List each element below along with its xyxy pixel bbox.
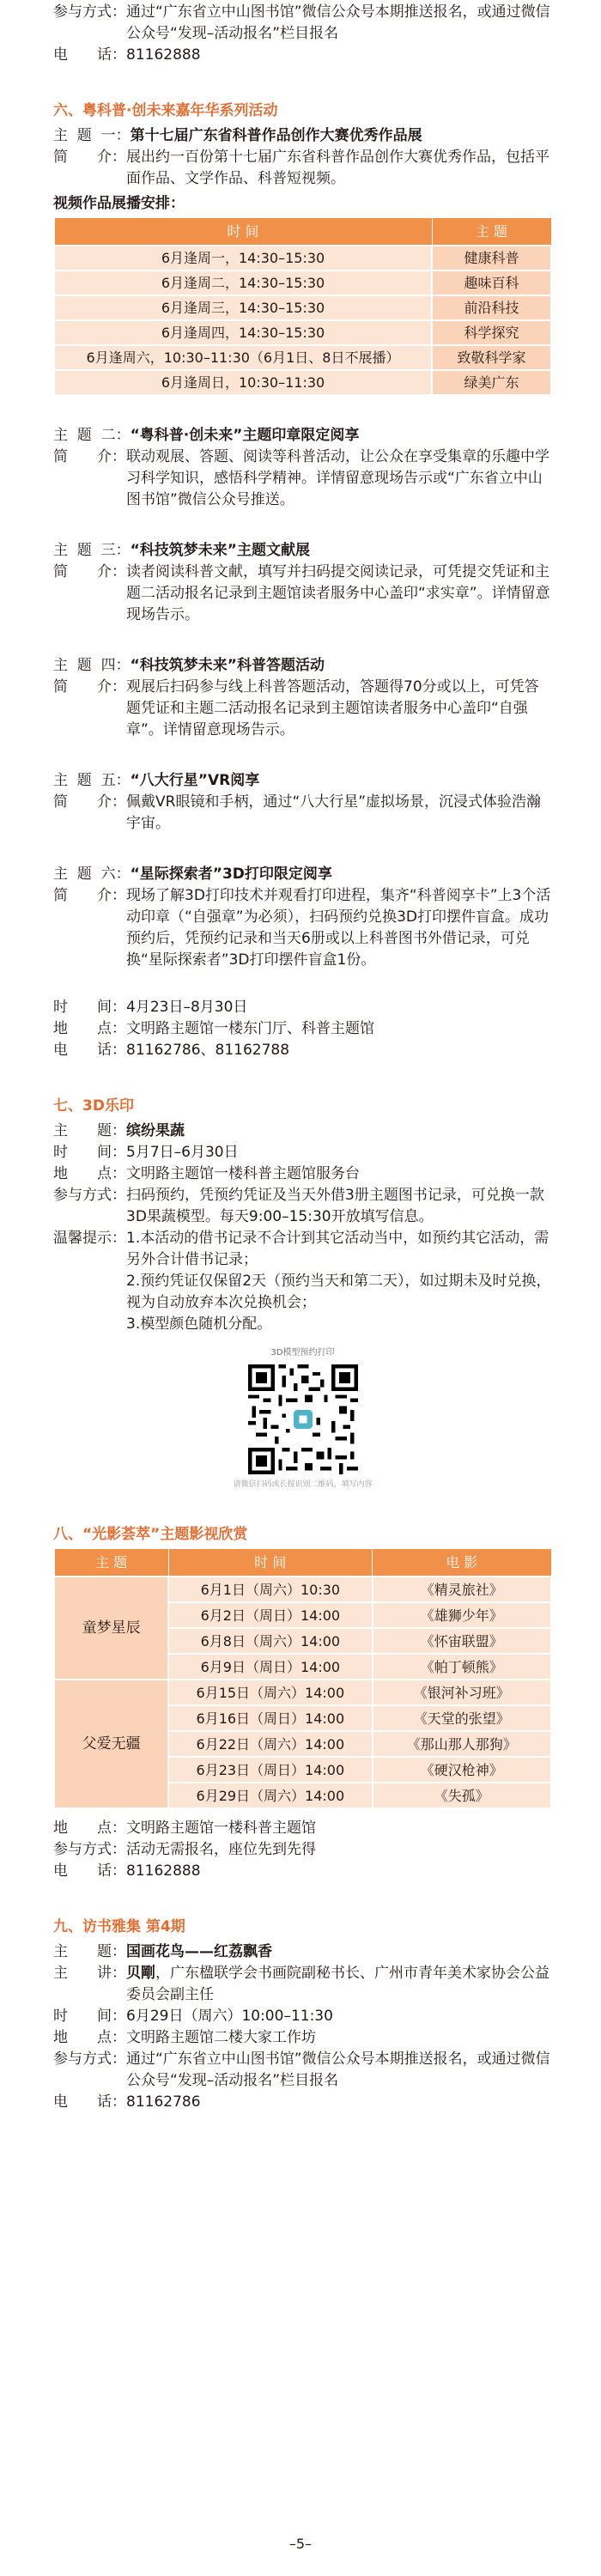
value: 81162786、81162788 — [126, 1042, 290, 1059]
cell-time: 6月9日（周日）14:00 — [168, 1654, 372, 1680]
cell-movie: 《怀宙联盟》 — [373, 1628, 551, 1654]
label: 电 话： — [53, 2093, 126, 2111]
header-time: 时 间 — [54, 218, 432, 246]
table-row — [54, 1577, 551, 1602]
value: “八大行星”VR阅享 — [130, 772, 260, 789]
cell-time: 6月2日（周日）14:00 — [168, 1602, 372, 1628]
cell-topic: 前沿科技 — [432, 295, 551, 320]
label: 参与方式： — [53, 3, 126, 21]
cell-movie: 《雄狮少年》 — [373, 1602, 551, 1628]
qr-block — [53, 1347, 552, 1490]
cell-movie: 《天堂的张望》 — [373, 1705, 551, 1731]
cell-time: 6月8日（周六）14:00 — [168, 1628, 372, 1654]
value: 文明路主题馆二楼大家工作坊 — [126, 2029, 316, 2046]
cell-movie: 《精灵旅社》 — [373, 1577, 551, 1602]
tip-item: 2.预约凭证仅保留2天（预约当天和第二天），如过期未及时兑换，视为自动放弃本次兑换机会； — [126, 1273, 551, 1311]
value: 缤纷果蔬 — [126, 1122, 185, 1139]
cell-time: 6月16日（周日）14:00 — [168, 1705, 372, 1731]
label: 主 题 五： — [53, 772, 131, 789]
cell-time: 6月22日（周六）14:00 — [168, 1731, 372, 1757]
cell-topic: 健康科普 — [432, 246, 551, 270]
info-row-place — [53, 1018, 552, 1040]
section-title: 八、“光影荟萃”主题影视欣赏 — [53, 1526, 248, 1543]
cell-movie: 《银河补习班》 — [373, 1680, 551, 1705]
desc-row — [53, 562, 552, 626]
label: 时 间： — [53, 999, 126, 1016]
label: 电 话： — [53, 46, 126, 64]
value: 文明路主题馆一楼东门厅、科普主题馆 — [126, 1020, 374, 1037]
value: 5月7日–6月30日 — [126, 1144, 239, 1161]
table-row — [54, 246, 551, 270]
section-8 — [53, 1524, 552, 1882]
table-row — [54, 370, 551, 395]
topic-row — [53, 655, 552, 677]
value: 文明路主题馆一楼科普主题馆 — [126, 1820, 316, 1837]
label: 主 题 一： — [53, 127, 131, 144]
value: 81162786 — [126, 2093, 201, 2111]
value: 第十七届广东省科普作品创作大赛优秀作品展 — [130, 127, 422, 144]
info-row-phone — [53, 45, 552, 66]
label: 简 介： — [53, 149, 126, 166]
info-row-speaker — [53, 1963, 552, 2006]
section-5-tail — [53, 0, 552, 66]
section-title: 九、访书雅集 第4期 — [53, 1918, 185, 1935]
qr-note: 请微信扫码或长按识别二维码，填写内容 — [233, 1480, 373, 1489]
value: 观展后扫码参与线上科普答题活动，答题得70分或以上，可凭答题凭证和主题二活动报名记录到主题馆读者服务中心盖印“自强章”。详情留意现场告示。 — [126, 678, 539, 738]
value: 81162888 — [126, 46, 201, 64]
cell-topic: 绿美广东 — [432, 370, 551, 395]
cell-time: 6月逢周三，14:30–15:30 — [54, 295, 432, 320]
section-title: 六、粤科普·创未来嘉年华系列活动 — [53, 102, 278, 119]
info-row-time — [53, 2006, 552, 2027]
info-row-theme — [53, 1941, 552, 1963]
label: 主 题： — [53, 1122, 126, 1139]
info-row-method — [53, 1185, 552, 1228]
label: 地 点： — [53, 1020, 126, 1037]
cell-movie: 《硬汉枪神》 — [373, 1757, 551, 1783]
table-row — [54, 270, 551, 295]
label: 地 点： — [53, 1165, 126, 1182]
desc-row — [53, 885, 552, 971]
cell-theme: 父爱无疆 — [54, 1680, 168, 1808]
cell-time: 6月逢周二，14:30–15:30 — [54, 270, 432, 295]
info-row-theme — [53, 1121, 552, 1142]
value: 读者阅读科普文献，填写并扫码提交阅读记录，可凭提交凭证和主题二活动报名记录到主题馆读者服务中心盖印“求实章”。详情留意现场告示。 — [126, 563, 550, 623]
cell-time: 6月23日（周日）14:00 — [168, 1757, 372, 1783]
label: 简 介： — [53, 793, 126, 811]
info-row-tips — [53, 1228, 552, 1335]
label: 简 介： — [53, 887, 126, 904]
desc-row — [53, 147, 552, 190]
cell-theme: 童梦星辰 — [54, 1577, 168, 1680]
value: “科技筑梦未来”科普答题活动 — [130, 657, 325, 674]
value: 现场了解3D打印技术并观看打印进程，集齐“科普阅享卡”上3个活动印章（“自强章”为必须），扫码预约兑换3D打印摆件盲盒。成功预约后，凭预约记录和当天6册或以上科普图书外借记录，可兑换“星际探索者”3D打印摆件盲盒1份。 — [126, 887, 551, 969]
value: 81162888 — [126, 1862, 201, 1880]
desc-row — [53, 447, 552, 511]
qr-caption: 3D模型预约打印 — [270, 1348, 335, 1358]
label: 简 介： — [53, 563, 126, 580]
label: 简 介： — [53, 678, 126, 696]
value: 佩戴VR眼镜和手柄，通过“八大行星”虚拟场景，沉浸式体验浩瀚宇宙。 — [126, 793, 542, 832]
info-row-method — [53, 2049, 552, 2092]
section-7 — [53, 1096, 552, 1490]
info-row-phone — [53, 1861, 552, 1882]
value: 通过“广东省立中山图书馆”微信公众号本期推送报名，或通过微信公众号“发现–活动报名”栏目报名 — [126, 3, 550, 42]
cell-time: 6月29日（周六）14:00 — [168, 1783, 372, 1808]
header-topic: 主 题 — [432, 218, 551, 246]
label: 主 题 二： — [53, 427, 131, 444]
section-title: 七、3D乐印 — [53, 1097, 134, 1115]
info-row-place — [53, 2027, 552, 2049]
label: 主 题： — [53, 1943, 126, 1960]
schedule-table — [53, 217, 552, 396]
cell-topic: 致敬科学家 — [432, 345, 551, 370]
info-row-time — [53, 1142, 552, 1163]
cell-movie: 《失孤》 — [373, 1783, 551, 1808]
tip-item: 3.模型颜色随机分配。 — [126, 1315, 272, 1333]
label: 时 间： — [53, 1144, 126, 1161]
value: 通过“广东省立中山图书馆”微信公众号本期推送报名，或通过微信公众号“发现–活动报名”栏目报名 — [126, 2050, 550, 2089]
label: 地 点： — [53, 2029, 126, 2046]
value: 活动无需报名，座位先到先得 — [126, 1841, 316, 1858]
value: “科技筑梦未来”主题文献展 — [130, 542, 310, 559]
schedule-title: 视频作品展播安排： — [53, 195, 185, 212]
value: “粤科普·创未来”主题印章限定阅享 — [130, 427, 360, 444]
label: 地 点： — [53, 1820, 126, 1837]
cell-time: 6月逢周六，10:30–11:30（6月1日、8日不展播） — [54, 345, 432, 370]
label: 主 题 六： — [53, 866, 131, 883]
topic-row — [53, 125, 552, 147]
label: 主 讲： — [53, 1965, 126, 1982]
value: 展出约一百份第十七届广东省科普作品创作大赛优秀作品，包括平面作品、文学作品、科普短视频。 — [126, 149, 549, 187]
desc-row — [53, 792, 552, 835]
cell-movie: 《帕丁顿熊》 — [373, 1654, 551, 1680]
label: 主 题 四： — [53, 657, 131, 674]
label: 参与方式： — [53, 2050, 126, 2068]
label: 时 间： — [53, 2008, 126, 2025]
cell-time: 6月1日（周六）10:30 — [168, 1577, 372, 1602]
tips-list — [126, 1228, 552, 1335]
page-number: –5– — [288, 2536, 313, 2552]
topic-row — [53, 540, 552, 562]
label: 主 题 三： — [53, 542, 131, 559]
section-6 — [53, 100, 552, 1061]
value: 联动观展、答题、阅读等科普活动，让公众在享受集章的乐趣中学习科学知识，感悟科学精神。详情留意现场告示或“广东省立中山图书馆”微信公众号推送。 — [126, 448, 549, 508]
info-row-place — [53, 1818, 552, 1839]
table-row — [54, 345, 551, 370]
cell-time: 6月逢周日，10:30–11:30 — [54, 370, 432, 395]
qr-code-icon[interactable] — [248, 1364, 358, 1474]
desc-row — [53, 677, 552, 741]
value — [126, 1963, 552, 2006]
info-row-method — [53, 2, 552, 45]
header-theme: 主 题 — [54, 1549, 168, 1577]
topic-row — [53, 770, 552, 792]
tip-item: 1.本活动的借书记录不合计到其它活动当中，如预约其它活动，需另外合计借书记录； — [126, 1230, 549, 1268]
value: “星际探索者”3D打印限定阅享 — [130, 866, 332, 883]
label: 简 介： — [53, 448, 126, 465]
cell-time: 6月15日（周六）14:00 — [168, 1680, 372, 1705]
cell-time: 6月逢周四，14:30–15:30 — [54, 320, 432, 345]
header-time: 时 间 — [168, 1549, 372, 1577]
value: 文明路主题馆一楼科普主题馆服务台 — [126, 1165, 360, 1182]
label: 电 话： — [53, 1042, 126, 1059]
topic-row — [53, 864, 552, 885]
cell-topic: 科学探究 — [432, 320, 551, 345]
value: 扫码预约，凭预约凭证及当天外借3册主题图书记录，可兑换一款3D果蔬模型。每天9:00–15:30开放填写信息。 — [126, 1187, 544, 1225]
speaker-desc: ，广东楹联学会书画院副秘书长、广州市青年美术家协会公益委员会副主任 — [126, 1965, 549, 2003]
value: 6月29日（周六）10:00–11:30 — [126, 2008, 333, 2025]
table-row — [54, 320, 551, 345]
label: 电 话： — [53, 1862, 126, 1880]
topic-row — [53, 425, 552, 447]
cell-movie: 《那山那人那狗》 — [373, 1731, 551, 1757]
value: 国画花鸟——红荔飘香 — [126, 1943, 272, 1960]
movie-table — [53, 1548, 552, 1809]
info-row-place — [53, 1163, 552, 1185]
section-9 — [53, 1917, 552, 2113]
value: 4月23日–8月30日 — [126, 999, 248, 1016]
table-row — [54, 295, 551, 320]
info-row-method — [53, 1839, 552, 1861]
info-row-time — [53, 997, 552, 1018]
info-row-phone — [53, 1040, 552, 1061]
label: 温馨提示： — [53, 1230, 126, 1247]
table-row — [54, 1680, 551, 1705]
cell-time: 6月逢周一，14:30–15:30 — [54, 246, 432, 270]
header-movie: 电 影 — [373, 1549, 551, 1577]
info-row-phone — [53, 2092, 552, 2113]
speaker-name: 贝剛 — [126, 1965, 155, 1982]
label: 参与方式： — [53, 1841, 126, 1858]
label: 参与方式： — [53, 1187, 126, 1204]
cell-topic: 趣味百科 — [432, 270, 551, 295]
